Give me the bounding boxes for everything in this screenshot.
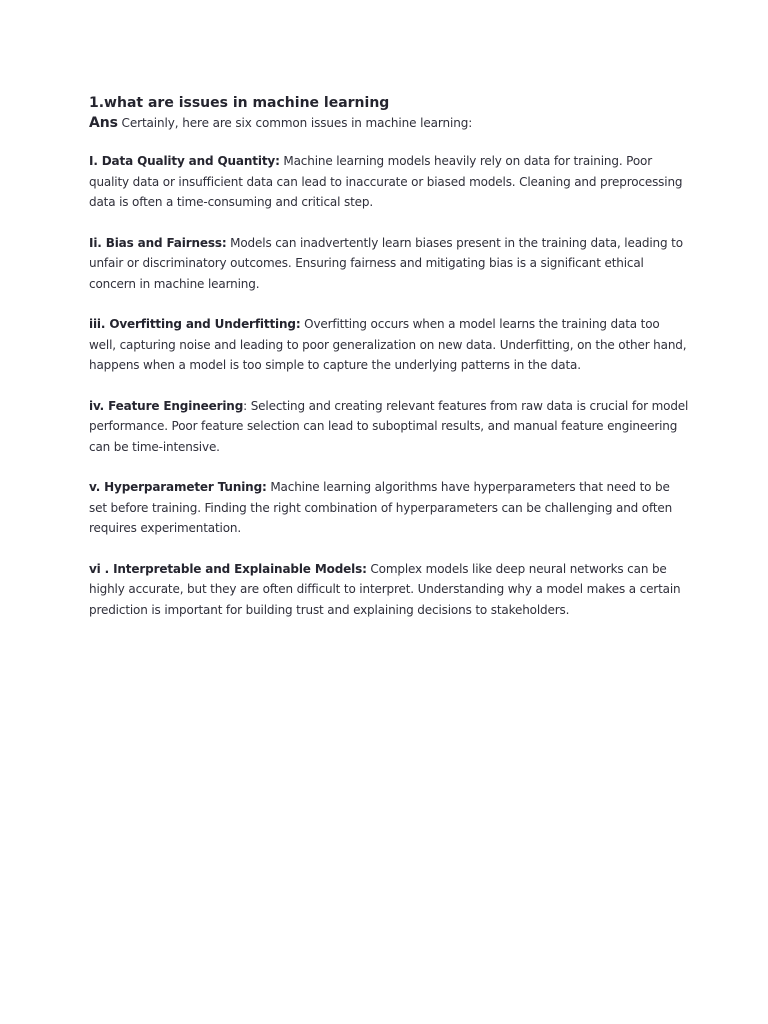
- issue-item-overfitting: [89, 314, 689, 376]
- issue-text: : Selecting and creating relevant features from raw data is crucial for model performance. Poor feature selection can lead to suboptimal results, and manual feature engineering can be time-intensive.: [89, 398, 689, 454]
- issue-text: Machine learning algorithms have hyperparameters that need to be set before training. Finding the right combination of hyperparameters can be challenging and often requires experimentation.: [89, 480, 673, 535]
- issue-item-interpretable-models: [89, 559, 689, 621]
- issue-item-hyperparameter-tuning: [89, 477, 689, 539]
- issue-heading: I. Data Quality and Quantity:: [89, 154, 280, 168]
- issue-heading: Ii. Bias and Fairness:: [89, 235, 227, 250]
- answer-intro: [89, 114, 689, 132]
- answer-intro-text: Certainly, here are six common issues in machine learning:: [117, 116, 473, 130]
- issue-heading: iii. Overfitting and Underfitting:: [89, 317, 301, 331]
- issue-heading: v. Hyperparameter Tuning:: [89, 480, 267, 494]
- issue-item-feature-engineering: [89, 396, 689, 458]
- issue-item-data-quality: [89, 151, 689, 213]
- issue-item-bias-fairness: [89, 233, 689, 295]
- issue-heading: vi . Interpretable and Explainable Models:: [89, 561, 367, 576]
- issue-text: Overfitting occurs when a model learns the training data too well, capturing noise and leading to poor generalization on new data. Underfitting, on the other hand, happens when a model is too simple to capture the underlying patterns in the data.: [89, 317, 687, 372]
- issue-text: Machine learning models heavily rely on data for training. Poor quality data or insufficient data can lead to inaccurate or biased models. Cleaning and preprocessing data is often a time-consuming and critical step.: [89, 154, 683, 209]
- answer-label: Ans: [89, 115, 118, 131]
- document-page: [89, 92, 689, 640]
- issue-heading: iv. Feature Engineering: [89, 398, 244, 413]
- issue-text: Complex models like deep neural networks can be highly accurate, but they are often difficult to interpret. Understanding why a model makes a certain prediction is important for building trust and explaining decisions to stakeholders.: [89, 561, 681, 617]
- question-title: 1.what are issues in machine learning: [89, 95, 390, 111]
- issue-text: Models can inadvertently learn biases present in the training data, leading to unfair or discriminatory outcomes. Ensuring fairness and mitigating bias is a significant ethical concern in machine learning.: [89, 235, 683, 291]
